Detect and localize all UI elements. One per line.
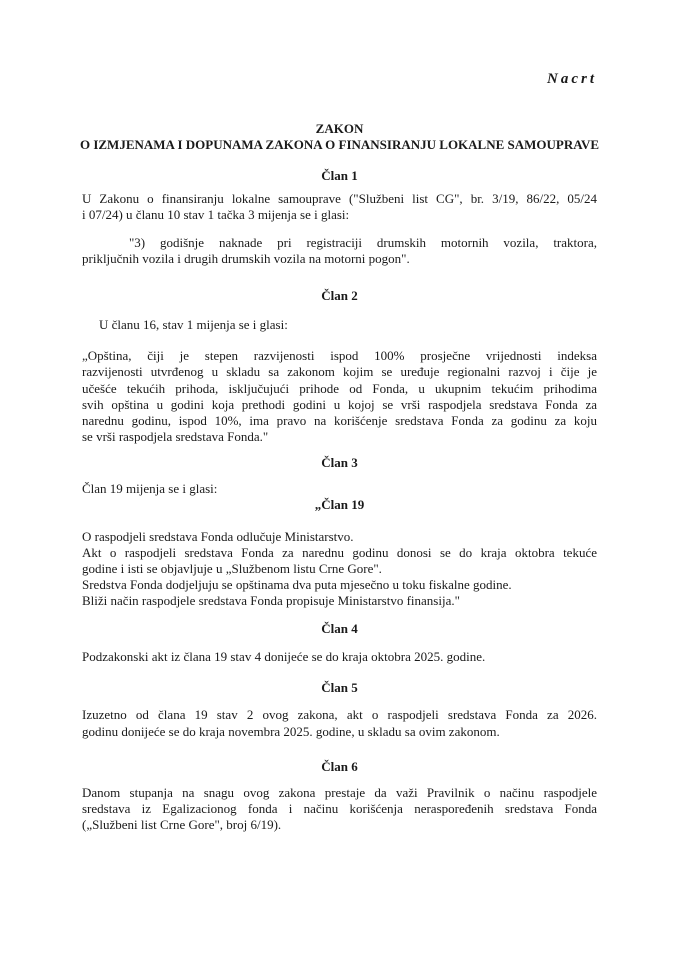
quote-line: razvijenosti utvrđenog u skladu sa zakonom kojim se uređuje regionalni razvoj i čije je xyxy=(82,364,597,379)
quote-line: priključnih vozila i drugih drumskih vozila na motorni pogon". xyxy=(82,251,410,266)
quote-line: O raspodjeli sredstava Fonda odlučuje Ministarstvo. xyxy=(82,529,354,544)
quote-line: Bliži način raspodjele sredstava Fonda propisuje Ministarstvo finansija." xyxy=(82,593,460,608)
draft-label: Nacrt xyxy=(547,71,597,87)
law-title: ZAKON xyxy=(315,121,364,136)
quote-line: se vrši raspodjela sredstava Fonda." xyxy=(82,429,269,444)
quote-line: godine i isti se objavljuje u „Službenom listu Crne Gore". xyxy=(82,561,382,576)
paragraph-line: („Službeni list Crne Gore", broj 6/19). xyxy=(82,817,282,832)
paragraph-line: Član 19 mijenja se i glasi: xyxy=(82,481,218,496)
article-heading: Član 5 xyxy=(321,680,358,695)
paragraph-line: Danom stupanja na snagu ovog zakona prestaje da važi Pravilnik o načinu raspodjele xyxy=(82,785,597,800)
article-heading: Član 3 xyxy=(321,455,358,470)
article-subheading: „Član 19 xyxy=(314,497,365,512)
quote-line: učešće tekućih prihoda, isključujući prihode od Fonda, u ukupnim tekućim prihodima xyxy=(82,381,597,396)
article-heading: Član 1 xyxy=(321,168,358,183)
paragraph-line: sredstava iz Egalizacionog fonda i načinu korišćenja neraspoređenih sredstava Fonda xyxy=(82,801,597,816)
article-heading: Član 4 xyxy=(321,621,358,636)
quote-line: svih opština u godini koja prethodi godini u kojoj se vrši raspodjela sredstava Fonda za xyxy=(82,397,597,412)
paragraph-line: U članu 16, stav 1 mijenja se i glasi: xyxy=(99,317,288,332)
paragraph-line: Podzakonski akt iz člana 19 stav 4 donijeće se do kraja oktobra 2025. godine. xyxy=(82,649,486,664)
paragraph-line: godinu donijeće se do kraja novembra 2025. godine, u skladu sa ovim zakonom. xyxy=(82,724,500,739)
paragraph-line: Izuzetno od člana 19 stav 2 ovog zakona, akt o raspodjeli sredstava Fonda za 2026. xyxy=(82,707,597,722)
law-subtitle: O IZMJENAMA I DOPUNAMA ZAKONA O FINANSIRANJU LOKALNE SAMOUPRAVE xyxy=(79,137,600,152)
quote-line: Sredstva Fonda dodjeljuju se opštinama dva puta mjesečno u toku fiskalne godine. xyxy=(82,577,512,592)
article-heading: Član 2 xyxy=(321,288,358,303)
paragraph-line: i 07/24) u članu 10 stav 1 tačka 3 mijenja se i glasi: xyxy=(82,207,350,222)
quote-line: narednu godinu, ispod 10%, ima pravo na korišćenje sredstava Fonda za godinu za koju xyxy=(82,413,597,428)
paragraph-line: U Zakonu o finansiranju lokalne samouprave ("Službeni list CG", br. 3/19, 86/22, 05/24 xyxy=(82,191,597,206)
quote-line: Akt o raspodjeli sredstava Fonda za narednu godinu donosi se do kraja oktobra tekuće xyxy=(82,545,597,560)
quote-line: "3) godišnje naknade pri registraciji drumskih motornih vozila, traktora, xyxy=(129,235,597,250)
quote-line: „Opština, čiji je stepen razvijenosti ispod 100% prosječne vrijednosti indeksa xyxy=(82,348,597,363)
article-heading: Član 6 xyxy=(321,759,358,774)
